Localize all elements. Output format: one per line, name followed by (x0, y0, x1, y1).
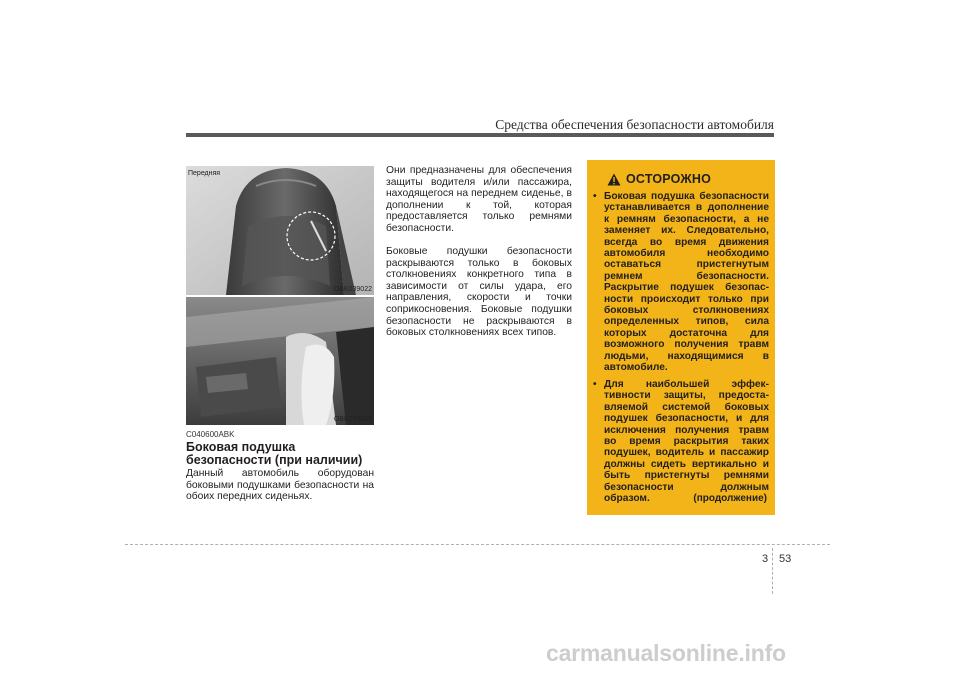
section-code: C040600ABK (186, 430, 235, 439)
warning-item (593, 379, 769, 504)
warning-title: ОСТОРОЖНО (626, 172, 712, 186)
middle-paragraph-2: Боковые подушки безопасности раскрываются только в боковых столкновениях конкретного типа в зависимости от силы удара, его направления, скорости и точки соприкосновения. Боковые подушки безопасности не раскрываются в боковых столкновениях всех типов. (386, 246, 572, 339)
chapter-number: 3 (762, 553, 769, 565)
header-rule (186, 133, 774, 137)
bullet: • (593, 191, 597, 202)
warning-item (593, 191, 769, 374)
watermark: carmanualsonline.info (546, 640, 786, 666)
middle-paragraph-1: Они предназначены для обеспечения защиты водителя и/или пассажира, находящегося на переднем сиденье, в дополнении к той, которая предоставляется только ремнями безопасности. (386, 165, 572, 234)
warning-triangle-icon (607, 173, 621, 186)
section-title: Боковая подушка безопасности (при наличии) (186, 440, 363, 467)
figure-code: OBK039022 (333, 286, 372, 293)
seat-illustration (186, 166, 374, 295)
warning-item-text: Боковая подушка безопасности устанавливается в дополнение к ремням безопасности, а не заменяет их. Следовательно, всегда во время движения автомобиля необходимо оставаться пристегнутым ремнем безопасности. Раскрытие подушек безопас-ности происходит только при боковых столкновениях определенных типов, сила которых достаточна для возможного получения травм людьми, находящимися в автомобиле. (604, 191, 769, 374)
footer-rule (125, 544, 830, 545)
interior-figure (186, 297, 374, 425)
continued-label: (продолжение) (693, 493, 767, 504)
figure-label: Передняя (188, 170, 221, 177)
seat-figure (186, 166, 374, 295)
warning-box (587, 160, 775, 515)
bullet: • (593, 379, 597, 390)
interior-illustration (186, 297, 374, 425)
figure-code: OBK039038 (333, 416, 372, 423)
warning-item-text: Для наибольшей эффек-тивности защиты, предоста-вляемой системой боковых подушек безопасности, и для исключения получения травм во время раскрытия таких подушек, водитель и пассажир должны сидеть вертикально и быть пристегнуты ремнями безопасности должным образом. (604, 379, 769, 505)
page-number: 53 (779, 553, 792, 565)
footer-divider (772, 548, 773, 594)
warning-header (607, 172, 711, 186)
page-header-title: Средства обеспечения безопасности автомобиля (495, 117, 774, 132)
section-paragraph: Данный автомобиль оборудован боковыми подушками безопасности на обоих передних сиденьях. (186, 468, 374, 503)
